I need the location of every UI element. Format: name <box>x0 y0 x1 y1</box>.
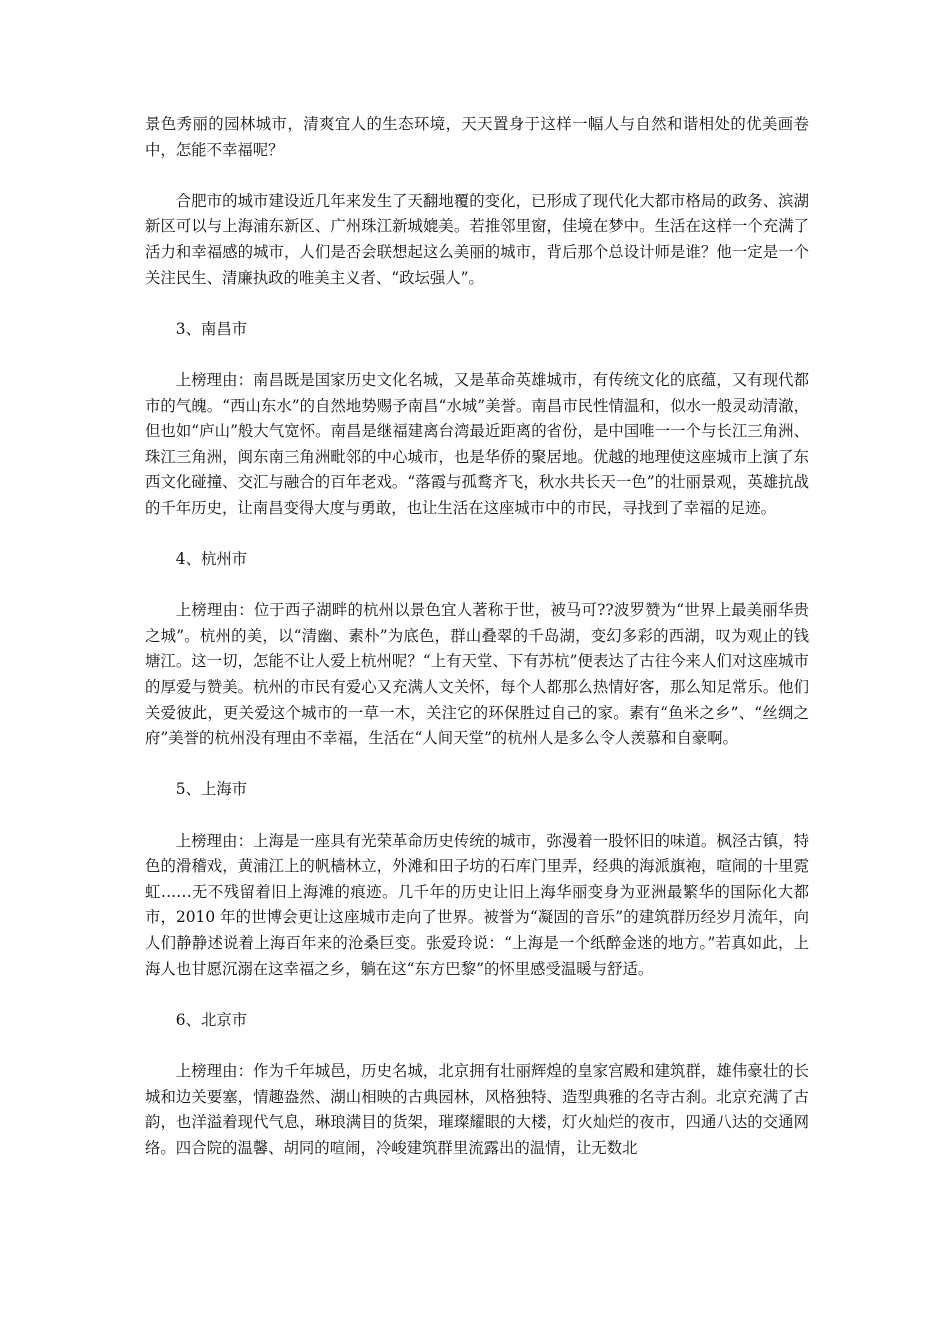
paragraph-shanghai: 上榜理由：上海是一座具有光荣革命历史传统的城市，弥漫着一股怀旧的味道。枫泾古镇，特色的滑稽戏，黄浦江上的帆樯林立，外滩和田子坊的石库门里弄，经典的海派旗袍，喧闹的十里霓虹……无不残留着旧上海滩的痕迹。几千年的历史让旧上海华丽变身为亚洲最繁华的国际化大都市，2010 年的世博会更让这座城市走向了世界。被誉为“凝固的音乐”的建筑群历经岁月流年，向人们静静述说着上海百年来的沧桑巨变。张爱玲说：“上海是一个纸醉金迷的地方。”若真如此，上海人也甘愿沉溺在这幸福之乡，躺在这“东方巴黎”的怀里感受温暖与舒适。 <box>145 831 809 978</box>
document-body <box>145 112 809 1187</box>
section-heading-beijing: 6、北京市 <box>175 1010 248 1029</box>
section-heading-nanchang: 3、南昌市 <box>175 319 248 338</box>
paragraph-beijing: 上榜理由：作为千年城邑，历史名城，北京拥有壮丽辉煌的皇家宫殿和建筑群，雄伟豪壮的长城和边关要塞，情趣盎然、湖山相映的古典园林，风格独特、造型典雅的名寺古刹。北京充满了古韵，也洋溢着现代气息，琳琅满目的货架，璀璨耀眼的大楼，灯火灿烂的夜市，四通八达的交通网络。四合院的温馨、胡同的喧闹，冷峻建筑群里流露出的温情，让无数北 <box>145 1061 809 1157</box>
paragraph-intro: 景色秀丽的园林城市，清爽宜人的生态环境，天天置身于这样一幅人与自然和谐相处的优美画卷中，怎能不幸福呢？ <box>145 115 809 159</box>
paragraph-hangzhou: 上榜理由：位于西子湖畔的杭州以景色宜人著称于世，被马可??波罗赞为“世界上最美丽华贵之城”。杭州的美，以“清幽、素朴”为底色，群山叠翠的千岛湖，变幻多彩的西湖，叹为观止的钱塘江。这一切，怎能不让人爱上杭州呢？“上有天堂、下有苏杭”便表达了古往今来人们对这座城市的厚爱与赞美。杭州的市民有爱心又充满人文关怀，每个人都那么热情好客，那么知足常乐。他们关爱彼此，更关爱这个城市的一草一木，关注它的环保胜过自己的家。素有“鱼米之乡”、“丝绸之府”美誉的杭州没有理由不幸福，生活在“人间天堂”的杭州人是多么令人羡慕和自豪啊。 <box>145 601 809 748</box>
section-heading-hangzhou: 4、杭州市 <box>175 550 248 569</box>
paragraph-hefei: 合肥市的城市建设近几年来发生了天翻地覆的变化，已形成了现代化大都市格局的政务、滨湖新区可以与上海浦东新区、广州珠江新城媲美。若推邻里窗，佳境在梦中。生活在这样一个充满了活力和幸福感的城市，人们是否会联想起这么美丽的城市，背后那个总设计师是谁？他一定是一个关注民生、清廉执政的唯美主义者、“政坛强人”。 <box>145 191 809 287</box>
section-heading-shanghai: 5、上海市 <box>175 780 248 799</box>
paragraph-nanchang: 上榜理由：南昌既是国家历史文化名城，又是革命英雄城市，有传统文化的底蕴，又有现代都市的气魄。“西山东水”的自然地势赐予南昌“水城”美誉。南昌市民性情温和，似水一般灵动清澈，但也如“庐山”般大气宽怀。南昌是继福建离台湾最近距离的省份，是中国唯一一个与长江三角洲、珠江三角洲，闽东南三角洲毗邻的中心城市，也是华侨的聚居地。优越的地理使这座城市上演了东西文化碰撞、交汇与融合的百年老戏。“落霞与孤鹜齐飞，秋水共长天一色”的壮丽景观，英雄抗战的千年历史，让南昌变得大度与勇敢，也让生活在这座城市中的市民，寻找到了幸福的足迹。 <box>145 370 809 517</box>
